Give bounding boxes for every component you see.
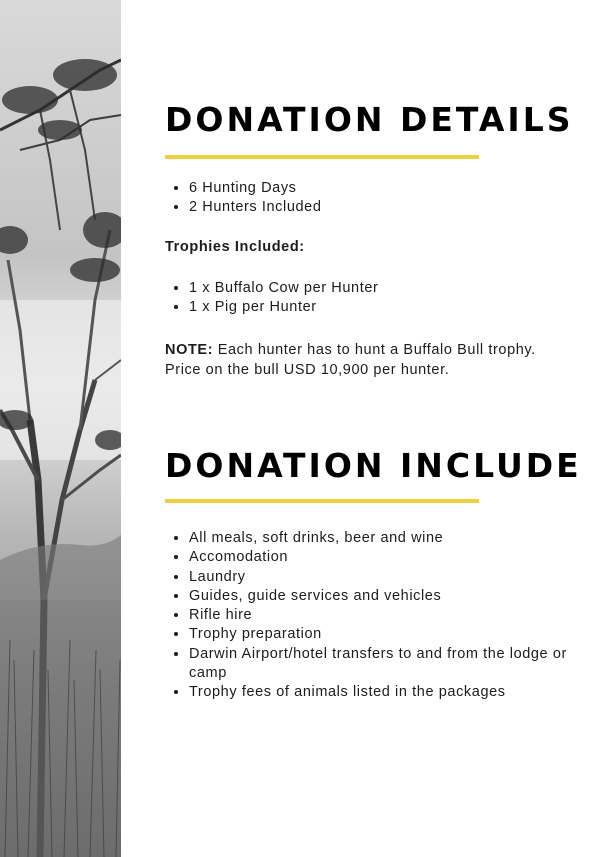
trophies-included-label: Trophies Included: xyxy=(165,239,305,255)
list-item: • 2 Hunters Included xyxy=(189,198,585,217)
trophies-list xyxy=(165,279,585,318)
donation-include-heading: DONATION INCLUDE xyxy=(165,446,582,485)
note-paragraph xyxy=(165,340,557,380)
list-item: • Accomodation xyxy=(189,548,585,567)
donation-details-heading: DONATION DETAILS xyxy=(165,100,574,139)
list-item: • Darwin Airport/hotel transfers to and from the lodge or camp xyxy=(189,645,585,684)
list-item: • 1 x Buffalo Cow per Hunter xyxy=(189,279,585,298)
list-item: • Rifle hire xyxy=(189,606,585,625)
list-item: • Laundry xyxy=(189,568,585,587)
list-item: • All meals, soft drinks, beer and wine xyxy=(189,529,585,548)
donation-include-list xyxy=(165,529,585,703)
yellow-divider xyxy=(165,499,479,503)
list-item: • Guides, guide services and vehicles xyxy=(189,587,585,606)
savanna-tree-photo xyxy=(0,0,121,857)
list-item: • 6 Hunting Days xyxy=(189,179,585,198)
note-text: Each hunter has to hunt a Buffalo Bull trophy. Price on the bull USD 10,900 per hunter. xyxy=(165,342,536,378)
list-item: • 1 x Pig per Hunter xyxy=(189,298,585,317)
list-item: • Trophy fees of animals listed in the packages xyxy=(189,683,585,702)
note-label: NOTE: xyxy=(165,342,214,358)
yellow-divider xyxy=(165,155,479,159)
list-item: • Trophy preparation xyxy=(189,625,585,644)
donation-details-list xyxy=(165,179,585,218)
